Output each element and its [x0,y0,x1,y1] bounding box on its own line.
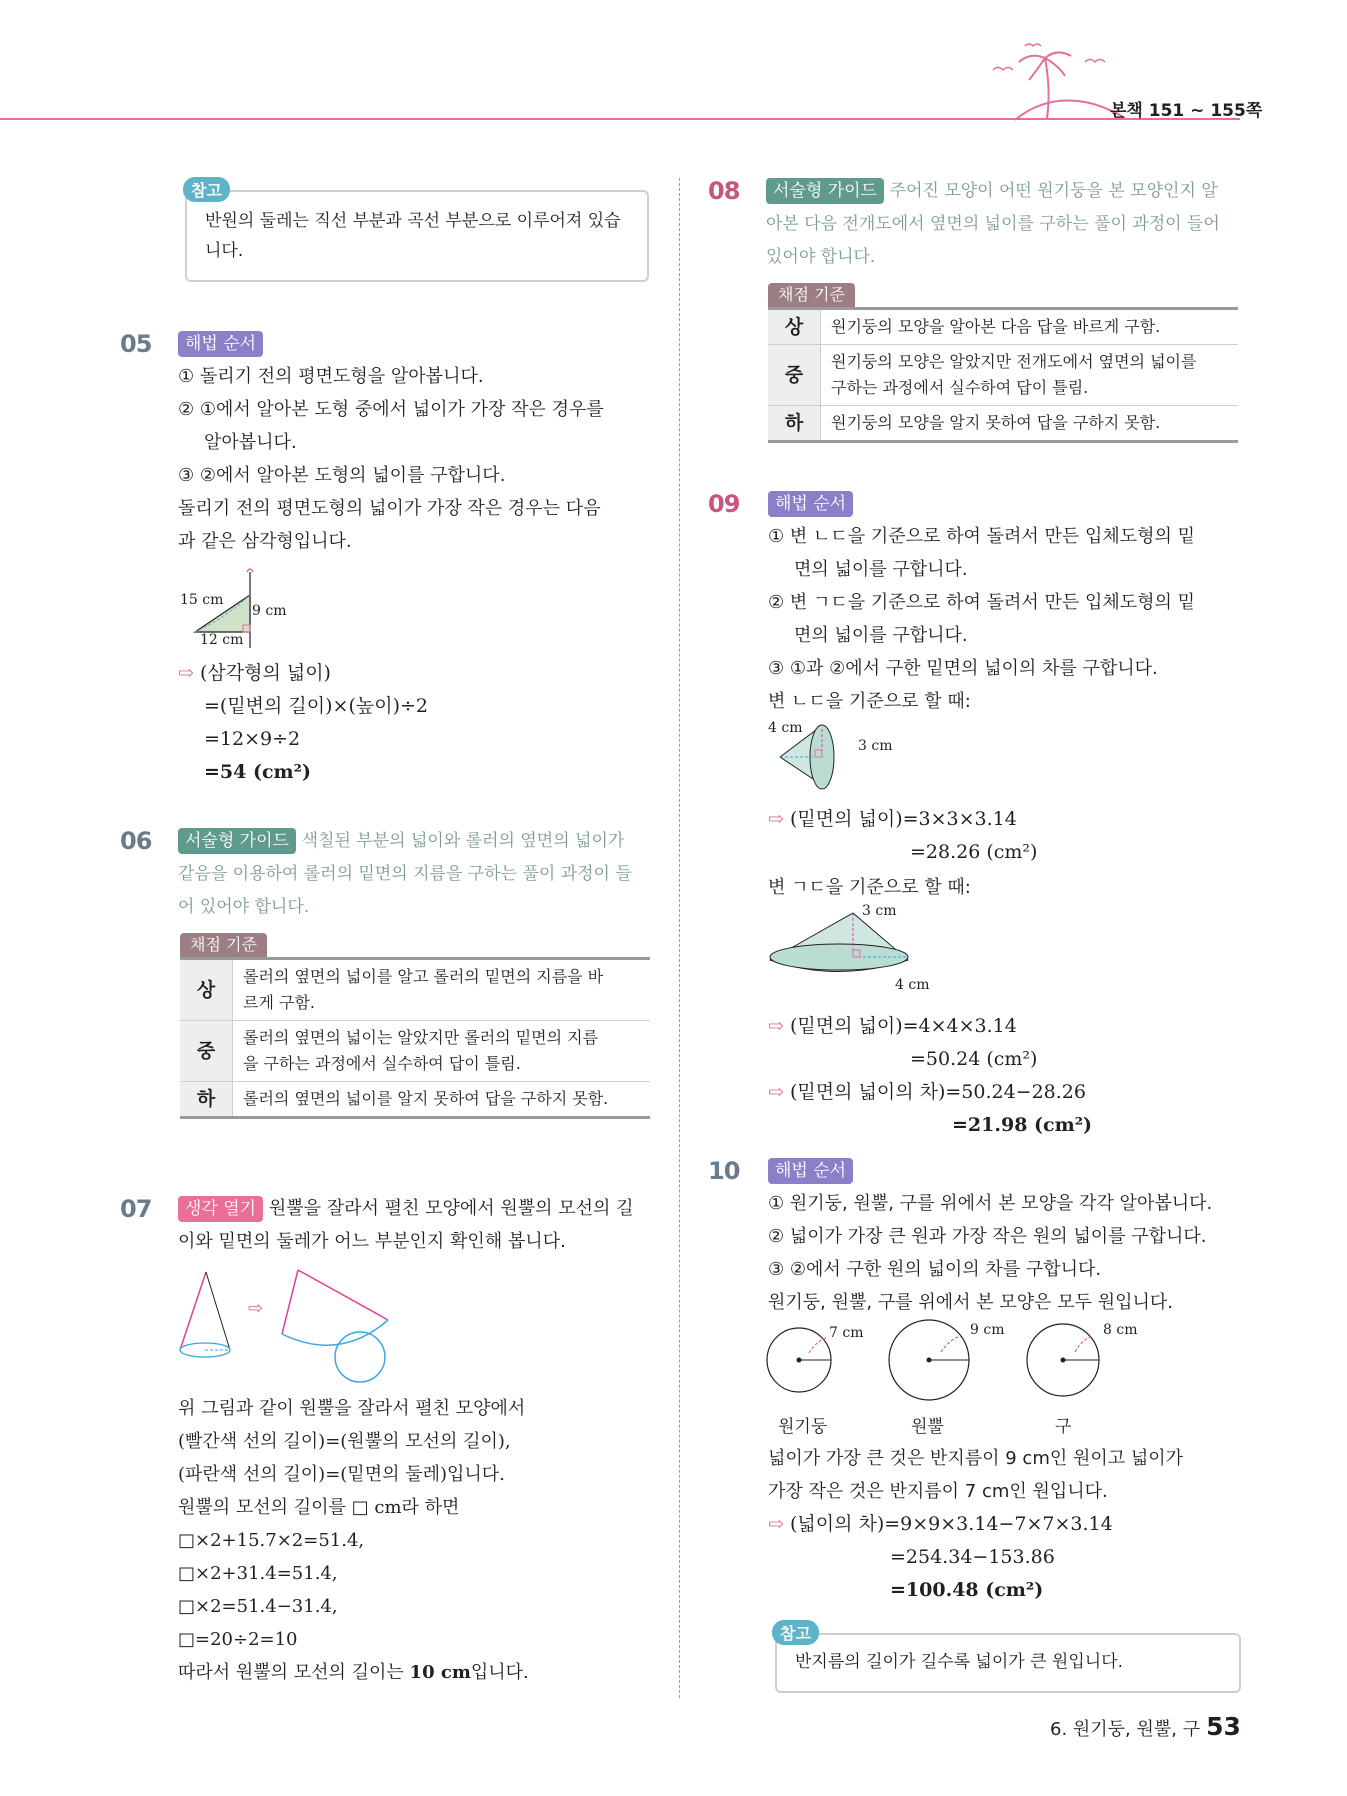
calc-line: =12×9÷2 [204,728,301,750]
question-number: 09 [708,490,740,518]
fig-label: 8 cm [1103,1322,1138,1338]
circle-name: 구 [1055,1417,1072,1437]
criterion-line: 원기둥의 모양을 알아본 다음 답을 바르게 구함. [831,317,1161,336]
circles-figure [765,1318,1105,1418]
step: ③ ②에서 알아본 도형의 넓이를 구합니다. [178,465,506,486]
criterion-line: 롤러의 옆면의 넓이는 알았지만 롤러의 밑면의 지름 [243,1028,599,1047]
note-tag: 참고 [772,1620,819,1645]
calc-result: =100.48 (cm²) [890,1579,1044,1601]
fig-label: 9 cm [970,1322,1005,1338]
body-line: □×2=51.4−31.4, [178,1596,338,1617]
circle-name: 원기둥 [778,1417,828,1437]
calc-result: =21.98 (cm²) [952,1114,1093,1136]
guide-text: 같음을 이용하여 롤러의 밑면의 지름을 구하는 풀이 과정이 들 [178,864,632,884]
level-cell: 중 [768,345,821,406]
criterion-line: 르게 구함. [243,993,315,1012]
step: ③ ②에서 구한 원의 넓이의 차를 구합니다. [768,1259,1102,1280]
body-line: 위 그림과 같이 원뿔을 잘라서 펼친 모양에서 [178,1398,526,1419]
fig-label: 7 cm [829,1325,864,1341]
criterion-line: 원기둥의 모양을 알지 못하여 답을 구하지 못함. [831,413,1161,432]
explanation: 가장 작은 것은 반지름이 7 cm인 원입니다. [768,1481,1108,1502]
fig-label: 3 cm [858,738,893,754]
page-footer [1050,1712,1241,1741]
q07-body [178,1392,529,1689]
grading-table [180,960,650,1119]
step: ② ①에서 알아본 도형 중에서 넓이가 가장 작은 경우를 [178,399,604,420]
table-row [768,406,1238,442]
step: 면의 넓이를 구합니다. [794,625,968,646]
step: ② 변 ㄱㄷ을 기준으로 하여 돌려서 만든 입체도형의 밑 [768,592,1196,613]
q05-content [178,327,648,558]
calc-line: (밑면의 넓이)=4×4×3.14 [789,1015,1017,1037]
calc-line: =50.24 (cm²) [910,1048,1038,1070]
calc-line: (밑면의 넓이)=3×3×3.14 [789,808,1017,830]
hollow-arrow-icon: ⇨ [768,1015,784,1037]
bird-icon [993,68,1013,71]
body-line: (파란색 선의 길이)=(밑면의 둘레)입니다. [178,1464,505,1485]
calc-line: (넓이의 차)=9×9×3.14−7×7×3.14 [789,1513,1113,1535]
explanation: 과 같은 삼각형입니다. [178,531,352,552]
body-line: □×2+15.7×2=51.4, [178,1530,365,1551]
criterion-cell [233,1021,651,1082]
explanation: 넓이가 가장 큰 것은 반지름이 9 cm인 원이고 넓이가 [768,1448,1184,1469]
conclusion [178,1656,529,1689]
criterion-line: 원기둥의 모양은 알았지만 전개도에서 옆면의 넓이를 [831,352,1197,371]
table-row [768,345,1238,406]
criterion-line: 롤러의 옆면의 넓이를 알고 롤러의 밑면의 지름을 바 [243,967,604,986]
answer: 10 cm [409,1662,471,1683]
level-cell: 하 [180,1082,233,1118]
criterion-line: 을 구하는 과정에서 실수하여 답이 틀림. [243,1054,521,1073]
guide-text: 아본 다음 전개도에서 옆면의 넓이를 구하는 풀이 과정이 들어 [766,214,1220,234]
fig-label: 4 cm [768,720,803,736]
hollow-arrow-icon: ⇨ [178,662,194,684]
criterion-line: 롤러의 옆면의 넓이를 알지 못하여 답을 구하지 못함. [243,1089,609,1108]
criterion-line: 구하는 과정에서 실수하여 답이 틀림. [831,378,1089,397]
case-label: 변 ㄱㄷ을 기준으로 할 때: [768,877,971,898]
question-number: 05 [120,330,152,358]
guide-text: 있어야 합니다. [766,247,876,267]
question-number: 10 [708,1157,740,1185]
q06-guide [178,824,648,924]
level-cell: 상 [768,310,821,345]
method-tag: 해법 순서 [768,491,853,517]
calc-line: =28.26 (cm²) [910,841,1038,863]
body-line: □=20÷2=10 [178,1629,298,1650]
q10-calc [768,1508,1113,1607]
cone-figure-wide [768,905,928,985]
question-number: 07 [120,1195,152,1223]
think-tag: 생각 열기 [178,1196,263,1222]
step: 면의 넓이를 구합니다. [794,559,968,580]
statement: 원기둥, 원뿔, 구를 위에서 본 모양은 모두 원입니다. [768,1292,1173,1313]
method-tag: 해법 순서 [178,331,263,357]
grading-tag: 채점 기준 [768,283,855,307]
question-number: 06 [120,827,152,855]
intro-text: 원뿔을 잘라서 펼친 모양에서 원뿔의 모선의 길 [268,1198,634,1219]
body-line: (빨간색 선의 길이)=(원뿔의 모선의 길이), [178,1431,511,1452]
question-number: 08 [708,177,740,205]
hollow-arrow-icon: ⇨ [248,1298,264,1319]
note-box [775,1633,1241,1693]
body-line: 원뿔의 모선의 길이를 □ cm라 하면 [178,1497,460,1518]
page-number: 53 [1206,1712,1241,1741]
criterion-cell [821,310,1239,345]
calc-line: (삼각형의 넓이) [199,662,331,684]
page-reference: 본책 151 ~ 155쪽 [1110,101,1263,121]
explanation: 돌리기 전의 평면도형의 넓이가 가장 작은 경우는 다음 [178,498,601,519]
q10-content [768,1154,1248,1319]
calc-line: =(밑변의 길이)×(높이)÷2 [204,695,429,717]
table-row [180,1082,650,1118]
step: ② 넓이가 가장 큰 원과 가장 작은 원의 넓이를 구합니다. [768,1226,1207,1247]
note-line: 니다. [205,241,244,261]
note-box [185,190,649,282]
q07-intro [178,1192,658,1258]
level-cell: 중 [180,1021,233,1082]
q08-guide [766,174,1246,274]
fig-label: 12 cm [200,632,244,648]
body-line: □×2+31.4=51.4, [178,1563,338,1584]
grading-table [768,310,1238,443]
column-divider [679,178,680,1698]
q09-calc1 [768,803,1037,869]
guide-text: 주어진 모양이 어떤 원기둥을 본 모양인지 알 [889,181,1218,201]
step: ① 돌리기 전의 평면도형을 알아봅니다. [178,366,484,387]
hollow-arrow-icon: ⇨ [768,1513,784,1535]
fig-label: 4 cm [895,977,930,993]
guide-tag: 서술형 가이드 [766,178,884,204]
table-row [180,960,650,1021]
hollow-arrow-icon: ⇨ [768,1081,784,1103]
table-row [768,310,1238,345]
table-row [180,1021,650,1082]
hollow-arrow-icon: ⇨ [768,808,784,830]
criterion-cell [821,406,1239,442]
case-label: 변 ㄴㄷ을 기준으로 할 때: [768,691,971,712]
level-cell: 하 [768,406,821,442]
chapter-title: 6. 원기둥, 원뿔, 구 [1050,1719,1201,1740]
q09-calc2 [768,1010,1092,1142]
intro-text: 이와 밑면의 둘레가 어느 부분인지 확인해 봅니다. [178,1231,566,1252]
note-tag: 참고 [183,177,230,202]
calc-line: =254.34−153.86 [890,1546,1055,1568]
q09-content [768,487,1248,718]
criterion-cell [821,345,1239,406]
guide-text: 어 있어야 합니다. [178,897,310,917]
criterion-cell [233,1082,651,1118]
step: 알아봅니다. [204,432,297,453]
step: ① 원기둥, 원뿔, 구를 위에서 본 모양을 각각 알아봅니다. [768,1193,1213,1214]
calc-result: =54 (cm²) [204,761,311,783]
guide-tag: 서술형 가이드 [178,828,296,854]
guide-text: 색칠된 부분의 넓이와 롤러의 옆면의 넓이가 [301,831,625,851]
note-line: 반원의 둘레는 직선 부분과 곡선 부분으로 이루어져 있습 [205,211,621,231]
step: ① 변 ㄴㄷ을 기준으로 하여 돌려서 만든 입체도형의 밑 [768,526,1196,547]
level-cell: 상 [180,960,233,1021]
criterion-cell [233,960,651,1021]
fig-label: 9 cm [252,603,287,619]
method-tag: 해법 순서 [768,1158,853,1184]
conclusion-pre: 따라서 원뿔의 모선의 길이는 [178,1662,410,1683]
q05-calc [178,657,428,789]
conclusion-post: 입니다. [470,1662,529,1683]
grading-tag: 채점 기준 [180,933,267,957]
circle-name: 원뿔 [911,1417,944,1437]
fig-label: 15 cm [180,592,224,608]
calc-line: (밑면의 넓이의 차)=50.24−28.26 [789,1081,1086,1103]
step: ③ ①과 ②에서 구한 밑면의 넓이의 차를 구합니다. [768,658,1158,679]
cone-net-figure [170,1262,410,1392]
note-line: 반지름의 길이가 길수록 넓이가 큰 원입니다. [795,1652,1124,1672]
fig-label: 3 cm [862,903,897,919]
q10-explain [768,1442,1248,1508]
